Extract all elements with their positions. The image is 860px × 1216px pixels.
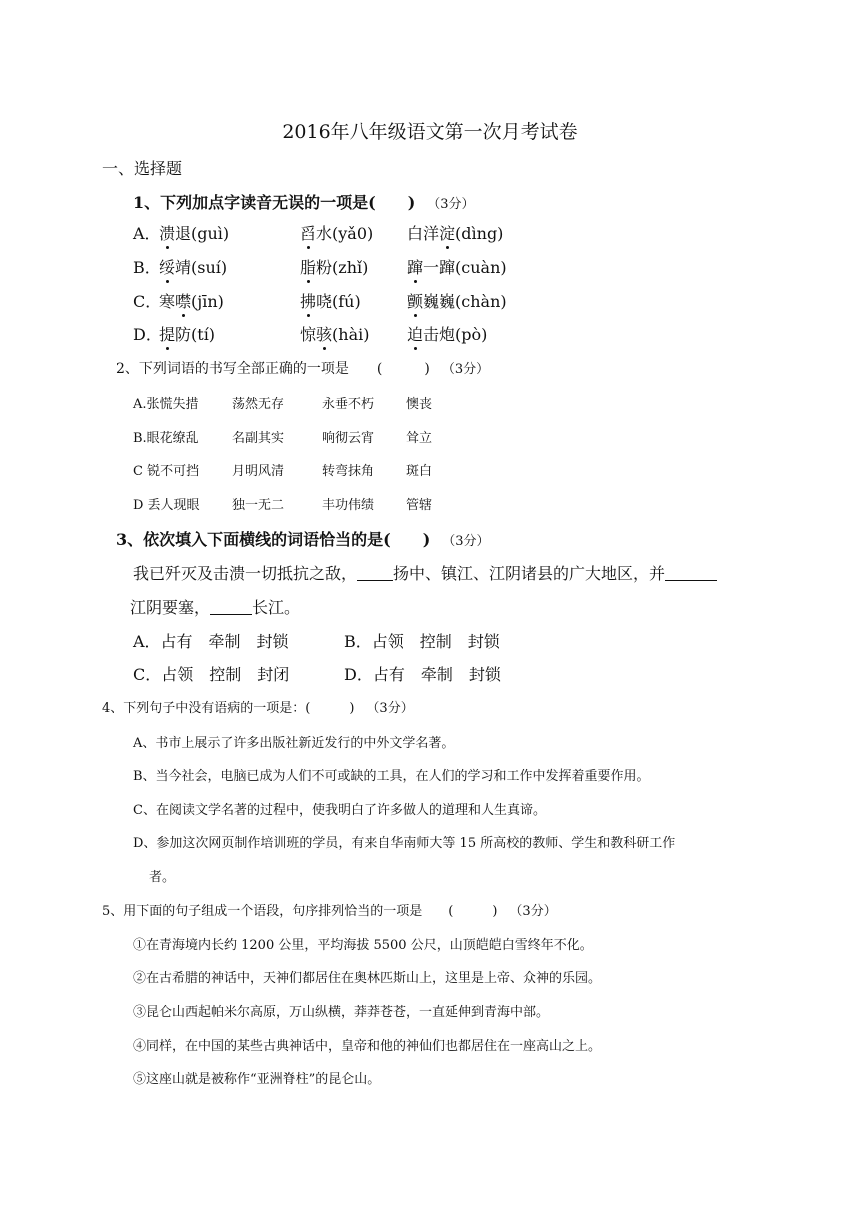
option-letter: C． bbox=[133, 292, 162, 311]
question-4-option-d-continued: 者。 bbox=[149, 870, 176, 885]
question-5-sentence-1: ①在青海境内长约 1200 公里，平均海拔 5500 公尺，山顶皑皑白雪终年不化。 bbox=[133, 938, 593, 953]
passage-text: 江阴要塞， bbox=[130, 598, 211, 617]
question-stem-text: 5、用下面的句子组成一个语段，句序排列恰当的一项是 ( ) bbox=[102, 904, 498, 919]
question-2-word: 转弯抹角 bbox=[322, 464, 375, 479]
question-2-word: 斑白 bbox=[406, 464, 433, 479]
fill-blank-1[interactable] bbox=[357, 564, 393, 581]
question-3-option: C．占领 控制 封闭 bbox=[133, 665, 290, 684]
option-word: 惊骇(hài) bbox=[300, 322, 369, 345]
option-word: 绥靖(suí) bbox=[159, 255, 227, 278]
option-word: 舀水(yǎ0) bbox=[300, 221, 373, 244]
passage-text: 我已歼灭及击溃一切抵抗之敌， bbox=[133, 564, 358, 583]
question-3-option: D．占有 牵制 封锁 bbox=[344, 665, 501, 684]
option-word: 拂哓(fú) bbox=[300, 289, 361, 312]
question-2-word: 名副其实 bbox=[232, 431, 285, 446]
question-3-option: A．占有 牵制 封锁 bbox=[133, 632, 289, 651]
question-stem-text: 2、下列词语的书写全部正确的一项是 ( ) bbox=[116, 361, 430, 377]
question-2-word: 荡然无存 bbox=[232, 397, 285, 412]
option-word: 脂粉(zhǐ) bbox=[300, 255, 368, 278]
passage-text: 扬中、镇江、江阴诸县的广大地区，并 bbox=[393, 564, 666, 583]
question-2-word: A.张慌失措 bbox=[133, 397, 199, 412]
question-1-option-row bbox=[133, 221, 633, 245]
question-stem-text: 1、下列加点字读音无误的一项是( ) bbox=[133, 193, 416, 212]
question-2-stem bbox=[116, 358, 489, 378]
question-2-word: 永垂不朽 bbox=[322, 397, 375, 412]
option-word: 白洋淀(dìng) bbox=[407, 221, 503, 244]
question-2-word: 耸立 bbox=[406, 431, 433, 446]
question-4-option-a: A、书市上展示了许多出版社新近发行的中外文学名著。 bbox=[133, 736, 455, 751]
option-word: 溃退(guì) bbox=[159, 221, 229, 244]
option-letter: D． bbox=[133, 325, 162, 344]
question-2-word: 月明风清 bbox=[232, 464, 285, 479]
question-3-passage-line-2 bbox=[130, 595, 300, 618]
question-5-sentence-2: ②在古希腊的神话中，天神们都居住在奥林匹斯山上，这里是上帝、众神的乐园。 bbox=[133, 971, 602, 986]
fill-blank-3[interactable] bbox=[210, 598, 252, 615]
question-score: （3分） bbox=[427, 197, 475, 212]
question-2-word: 管辖 bbox=[406, 498, 433, 513]
question-2-word: 响彻云宵 bbox=[322, 431, 375, 446]
question-1-option-row bbox=[133, 255, 633, 279]
question-4-option-b: B、当今社会，电脑已成为人们不可或缺的工具，在人们的学习和工作中发挥着重要作用。 bbox=[133, 769, 650, 784]
option-letter: B． bbox=[133, 258, 161, 277]
option-word: 迫击炮(pò) bbox=[407, 322, 487, 345]
option-word: 蹿一蹿(cuàn) bbox=[407, 255, 507, 278]
page-title: 2016年八年级语文第一次月考试卷 bbox=[282, 121, 578, 143]
question-2-word: 丰功伟绩 bbox=[322, 498, 375, 513]
question-score: （3分） bbox=[509, 904, 557, 919]
question-4-option-d: D、参加这次网页制作培训班的学员，有来自华南师大等 15 所高校的教师、学生和教科研工作 bbox=[133, 836, 676, 851]
question-1-stem bbox=[133, 190, 475, 213]
question-2-word: C 锐不可挡 bbox=[133, 464, 200, 479]
question-2-word: 懊丧 bbox=[406, 397, 433, 412]
question-stem-text: 4、下列句子中没有语病的一项是：( ) bbox=[102, 701, 355, 716]
question-5-sentence-4: ④同样，在中国的某些古典神话中，皇帝和他的神仙们也都居住在一座高山之上。 bbox=[133, 1039, 602, 1054]
question-score: （3分） bbox=[441, 362, 490, 377]
section-heading: 一、选择题 bbox=[102, 159, 183, 178]
question-stem-text: 3、依次填入下面横线的词语恰当的是( ) bbox=[116, 530, 431, 549]
question-score: （3分） bbox=[366, 701, 414, 716]
option-letter: A． bbox=[133, 224, 161, 243]
fill-blank-2[interactable] bbox=[665, 564, 717, 581]
passage-text: 长江。 bbox=[252, 598, 301, 617]
question-4-stem bbox=[102, 697, 414, 716]
question-5-stem bbox=[102, 900, 557, 919]
question-1-option-row bbox=[133, 322, 633, 346]
option-word: 寒噤(jīn) bbox=[159, 289, 224, 312]
question-score: （3分） bbox=[442, 534, 490, 549]
option-word: 颤巍巍(chàn) bbox=[407, 289, 507, 312]
question-1-option-row bbox=[133, 289, 633, 313]
question-3-passage-line-1 bbox=[133, 561, 717, 584]
question-2-word: 独一无二 bbox=[232, 498, 285, 513]
question-2-word: B.眼花缭乱 bbox=[133, 431, 199, 446]
option-word: 提防(tí) bbox=[159, 322, 215, 345]
question-2-word: D 丢人现眼 bbox=[133, 498, 200, 513]
question-5-sentence-3: ③昆仑山西起帕米尔高原，万山纵横，莽莽苍苍，一直延伸到青海中部。 bbox=[133, 1005, 550, 1020]
question-3-stem bbox=[116, 527, 490, 550]
question-5-sentence-5: ⑤这座山就是被称作“亚洲脊柱”的昆仑山。 bbox=[133, 1072, 381, 1087]
question-4-option-c: C、在阅读文学名著的过程中，使我明白了许多做人的道理和人生真谛。 bbox=[133, 803, 546, 818]
question-3-option: B．占领 控制 封锁 bbox=[344, 632, 500, 651]
